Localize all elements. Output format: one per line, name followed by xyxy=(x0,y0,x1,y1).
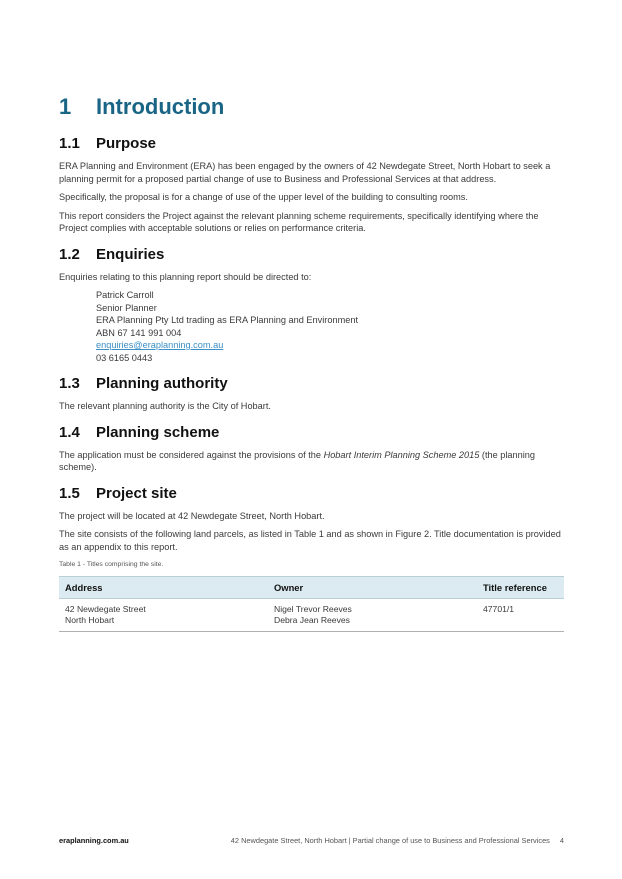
footer-website: eraplanning.com.au xyxy=(59,836,129,845)
section-scheme xyxy=(59,423,564,474)
address-line: North Hobart xyxy=(65,615,115,625)
section-heading xyxy=(59,134,564,154)
section-number: 1.4 xyxy=(59,423,80,441)
column-header-address: Address xyxy=(59,577,268,599)
cell-owner xyxy=(268,599,477,632)
section-heading xyxy=(59,245,564,265)
contact-block xyxy=(96,289,564,364)
cell-title-reference: 47701/1 xyxy=(483,604,515,614)
footer-description: 42 Newdegate Street, North Hobart | Partial change of use to Business and Professional Services xyxy=(230,836,550,845)
section-purpose xyxy=(59,134,564,235)
paragraph: The project will be located at 42 Newdegate Street, North Hobart. xyxy=(59,510,325,521)
paragraph: ERA Planning and Environment (ERA) has been engaged by the owners of 42 Newdegate Street, North Hobart to seek a planning permit for a proposed partial change of use to Business and Professional Services at that address. xyxy=(59,161,551,184)
chapter-title: Introduction xyxy=(96,94,225,119)
contact-phone: 03 6165 0443 xyxy=(96,352,153,363)
chapter-heading xyxy=(59,92,564,122)
text-span: The application must be considered against the provisions of the xyxy=(59,449,324,460)
section-authority xyxy=(59,374,564,413)
section-number: 1.1 xyxy=(59,135,80,152)
table-header-row xyxy=(59,577,564,599)
column-header-owner: Owner xyxy=(268,577,477,599)
contact-name: Patrick Carroll xyxy=(96,290,154,300)
paragraph: Enquiries relating to this planning report should be directed to: xyxy=(59,271,312,282)
section-number: 1.5 xyxy=(59,484,80,502)
paragraph: The site consists of the following land parcels, as listed in Table 1 and as shown in Figure 2. Title documentation is provided as an appendix to this report. xyxy=(59,529,561,552)
section-title: Purpose xyxy=(96,135,157,152)
paragraph: This report considers the Project against the relevant planning scheme requirements, specifically identifying where the Project complies with acceptable solutions or relies on performance criteria. xyxy=(59,210,539,233)
table-row xyxy=(59,599,564,632)
chapter-number: 1 xyxy=(59,94,72,119)
column-header-title-reference: Title reference xyxy=(477,577,564,599)
section-title: Planning scheme xyxy=(96,423,220,441)
section-title: Enquiries xyxy=(96,245,165,263)
paragraph: The relevant planning authority is the City of Hobart. xyxy=(59,401,271,411)
table-caption: Table 1 - Titles comprising the site. xyxy=(59,561,164,568)
owner-line: Debra Jean Reeves xyxy=(274,615,350,625)
contact-role: Senior Planner xyxy=(96,302,157,313)
section-title: Planning authority xyxy=(96,375,228,392)
section-enquiries xyxy=(59,245,564,365)
contact-abn: ABN 67 141 991 004 xyxy=(96,327,182,338)
section-site xyxy=(59,484,564,633)
owner-line: Nigel Trevor Reeves xyxy=(274,604,352,614)
section-title: Project site xyxy=(96,484,177,502)
paragraph: Specifically, the proposal is for a change of use of the upper level of the building to consulting rooms. xyxy=(59,192,468,202)
paragraph xyxy=(59,449,564,474)
text-span: (the planning scheme). xyxy=(59,449,536,472)
section-number: 1.2 xyxy=(59,245,80,263)
section-heading xyxy=(59,423,564,443)
contact-email-link[interactable]: enquiries@eraplanning.com.au xyxy=(96,340,224,350)
section-number: 1.3 xyxy=(59,375,80,392)
section-heading xyxy=(59,374,564,394)
page-content xyxy=(59,92,564,642)
scheme-name: Hobart Interim Planning Scheme 2015 xyxy=(323,449,480,460)
page-footer xyxy=(59,836,564,845)
section-heading xyxy=(59,484,564,504)
page-number: 4 xyxy=(559,836,564,845)
titles-table xyxy=(59,576,564,632)
address-line: 42 Newdegate Street xyxy=(65,604,146,614)
contact-company: ERA Planning Pty Ltd trading as ERA Planning and Environment xyxy=(96,315,359,325)
cell-address xyxy=(59,599,268,632)
